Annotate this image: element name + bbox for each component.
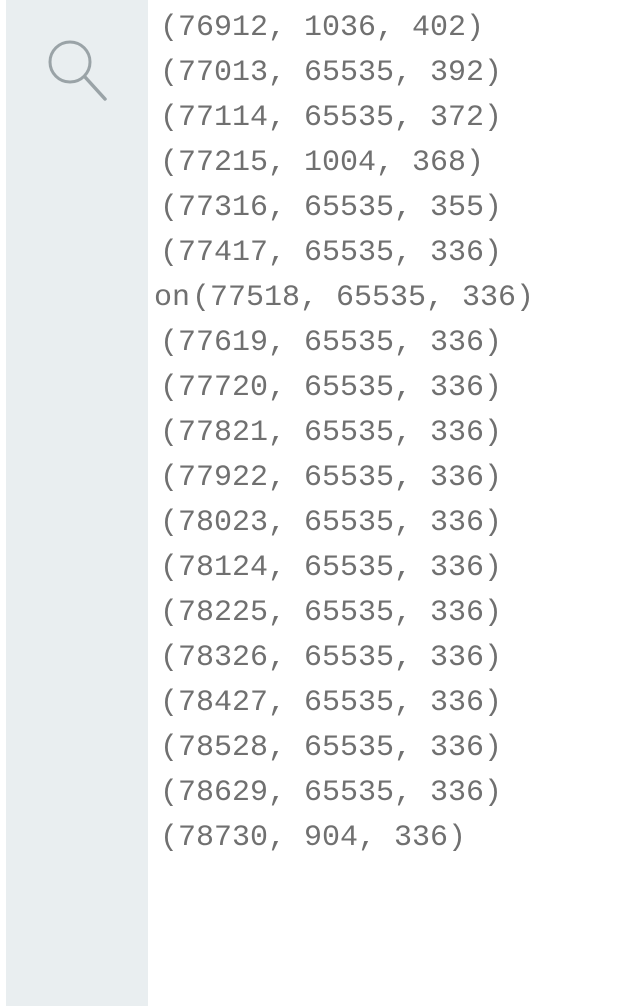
line-text: (77316, 65535, 355) [160,191,503,225]
output-line [160,726,534,771]
output-line [160,231,534,276]
line-text: (78629, 65535, 336) [160,776,503,810]
line-prefix: on [154,281,191,315]
sidebar [6,0,148,1006]
line-text: (77821, 65535, 336) [160,416,503,450]
line-text: (77417, 65535, 336) [160,236,503,270]
output-line [160,141,534,186]
line-text: (78124, 65535, 336) [160,551,503,585]
line-text: (77114, 65535, 372) [160,101,503,135]
output-line [160,816,534,861]
line-text: (77215, 1004, 368) [160,146,485,180]
line-text: (78730, 904, 336) [160,821,467,855]
output-line [160,456,534,501]
line-text: (78023, 65535, 336) [160,506,503,540]
line-text: (78528, 65535, 336) [160,731,503,765]
output-line [160,366,534,411]
line-text: (78225, 65535, 336) [160,596,503,630]
output-line [160,51,534,96]
output-line [160,6,534,51]
output-line [160,96,534,141]
output-line [160,501,534,546]
output-line [160,546,534,591]
output-line [160,771,534,816]
line-text: (78427, 65535, 336) [160,686,503,720]
output-line [160,321,534,366]
search-icon [42,36,122,106]
output-line [160,681,534,726]
output-line [160,636,534,681]
line-text: (77720, 65535, 336) [160,371,503,405]
output-line [154,276,535,321]
line-text: (78326, 65535, 336) [160,641,503,675]
line-text: (76912, 1036, 402) [160,11,485,45]
line-text: (77619, 65535, 336) [160,326,503,360]
output-line [160,591,534,636]
output-line [160,411,534,456]
search-button[interactable] [42,36,122,106]
output-panel [154,6,535,861]
output-line [160,186,534,231]
line-text: (77518, 65535, 336) [192,281,535,315]
line-text: (77922, 65535, 336) [160,461,503,495]
line-text: (77013, 65535, 392) [160,56,503,90]
